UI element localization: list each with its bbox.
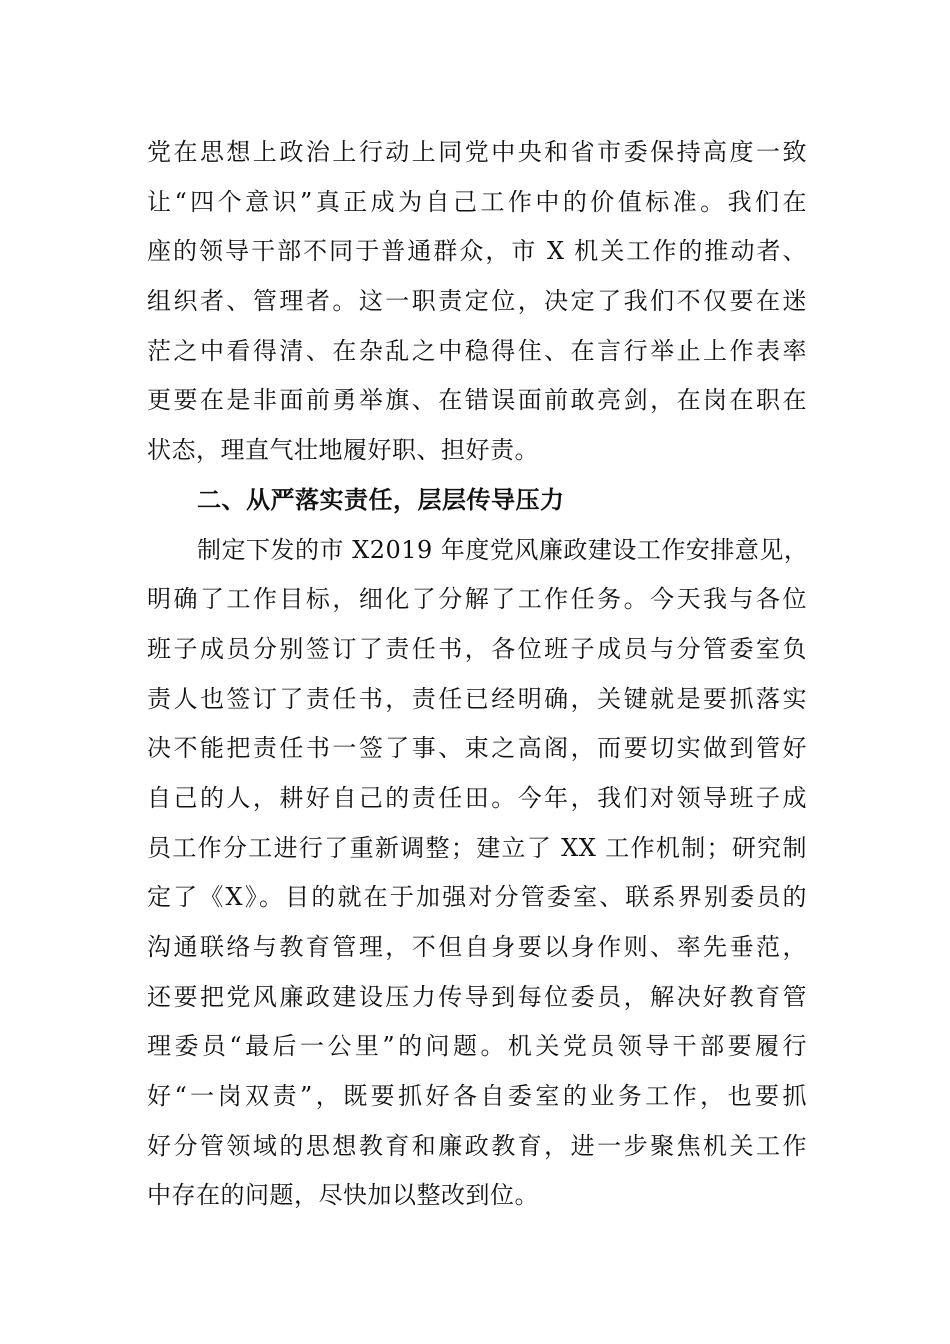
section-heading: 二、从严落实责任，层层传导压力 — [197, 485, 565, 514]
document-body — [147, 128, 807, 1221]
text-line: 决不能把责任书一签了事、束之高阁，而要切实做到管好 — [147, 734, 807, 763]
text-line: 沟通联络与教育管理，不但自身要以身作则、率先垂范， — [147, 933, 807, 961]
text-line: 自己的人，耕好自己的责任田。今年，我们对领导班子成 — [147, 783, 807, 812]
text-line: 定了《X》。目的就在于加强对分管委室、联系界别委员的 — [147, 883, 807, 912]
text-line: 理委员“最后一公里”的问题。机关党员领导干部要履行 — [147, 1032, 807, 1061]
text-line: 还要把党风廉政建设压力传导到每位委员，解决好教育管 — [147, 982, 807, 1011]
text-line: 更要在是非面前勇举旗、在错误面前敢亮剑，在岗在职在 — [147, 386, 807, 415]
text-line: 好“一岗双责”，既要抓好各自委室的业务工作，也要抓 — [147, 1082, 807, 1111]
paragraph-1 — [147, 128, 807, 476]
text-line: 好分管领域的思想教育和廉政教育，进一步聚焦机关工作 — [147, 1131, 807, 1160]
text-line: 组织者、管理者。这一职责定位，决定了我们不仅要在迷 — [147, 287, 807, 316]
text-line: 班子成员分别签订了责任书，各位班子成员与分管委室负 — [147, 634, 807, 663]
text-line: 茫之中看得清、在杂乱之中稳得住、在言行举止上作表率 — [147, 336, 807, 365]
text-line: 责人也签订了责任书，责任已经明确，关键就是要抓落实 — [147, 684, 807, 713]
text-line: 中存在的问题，尽快加以整改到位。 — [147, 1181, 539, 1210]
text-line: 状态，理直气壮地履好职、担好责。 — [147, 436, 539, 465]
paragraph-2 — [147, 526, 807, 1222]
text-line: 明确了工作目标，细化了分解了工作任务。今天我与各位 — [147, 585, 807, 614]
text-line: 制定下发的市 X2019 年度党风廉政建设工作安排意见， — [197, 535, 809, 564]
text-line: 让“四个意识”真正成为自己工作中的价值标准。我们在 — [147, 187, 807, 216]
text-line: 员工作分工进行了重新调整；建立了 XX 工作机制；研究制 — [147, 833, 807, 862]
text-line: 座的领导干部不同于普通群众，市 X 机关工作的推动者、 — [147, 237, 807, 266]
text-line: 党在思想上政治上行动上同党中央和省市委保持高度一致 — [147, 138, 807, 166]
